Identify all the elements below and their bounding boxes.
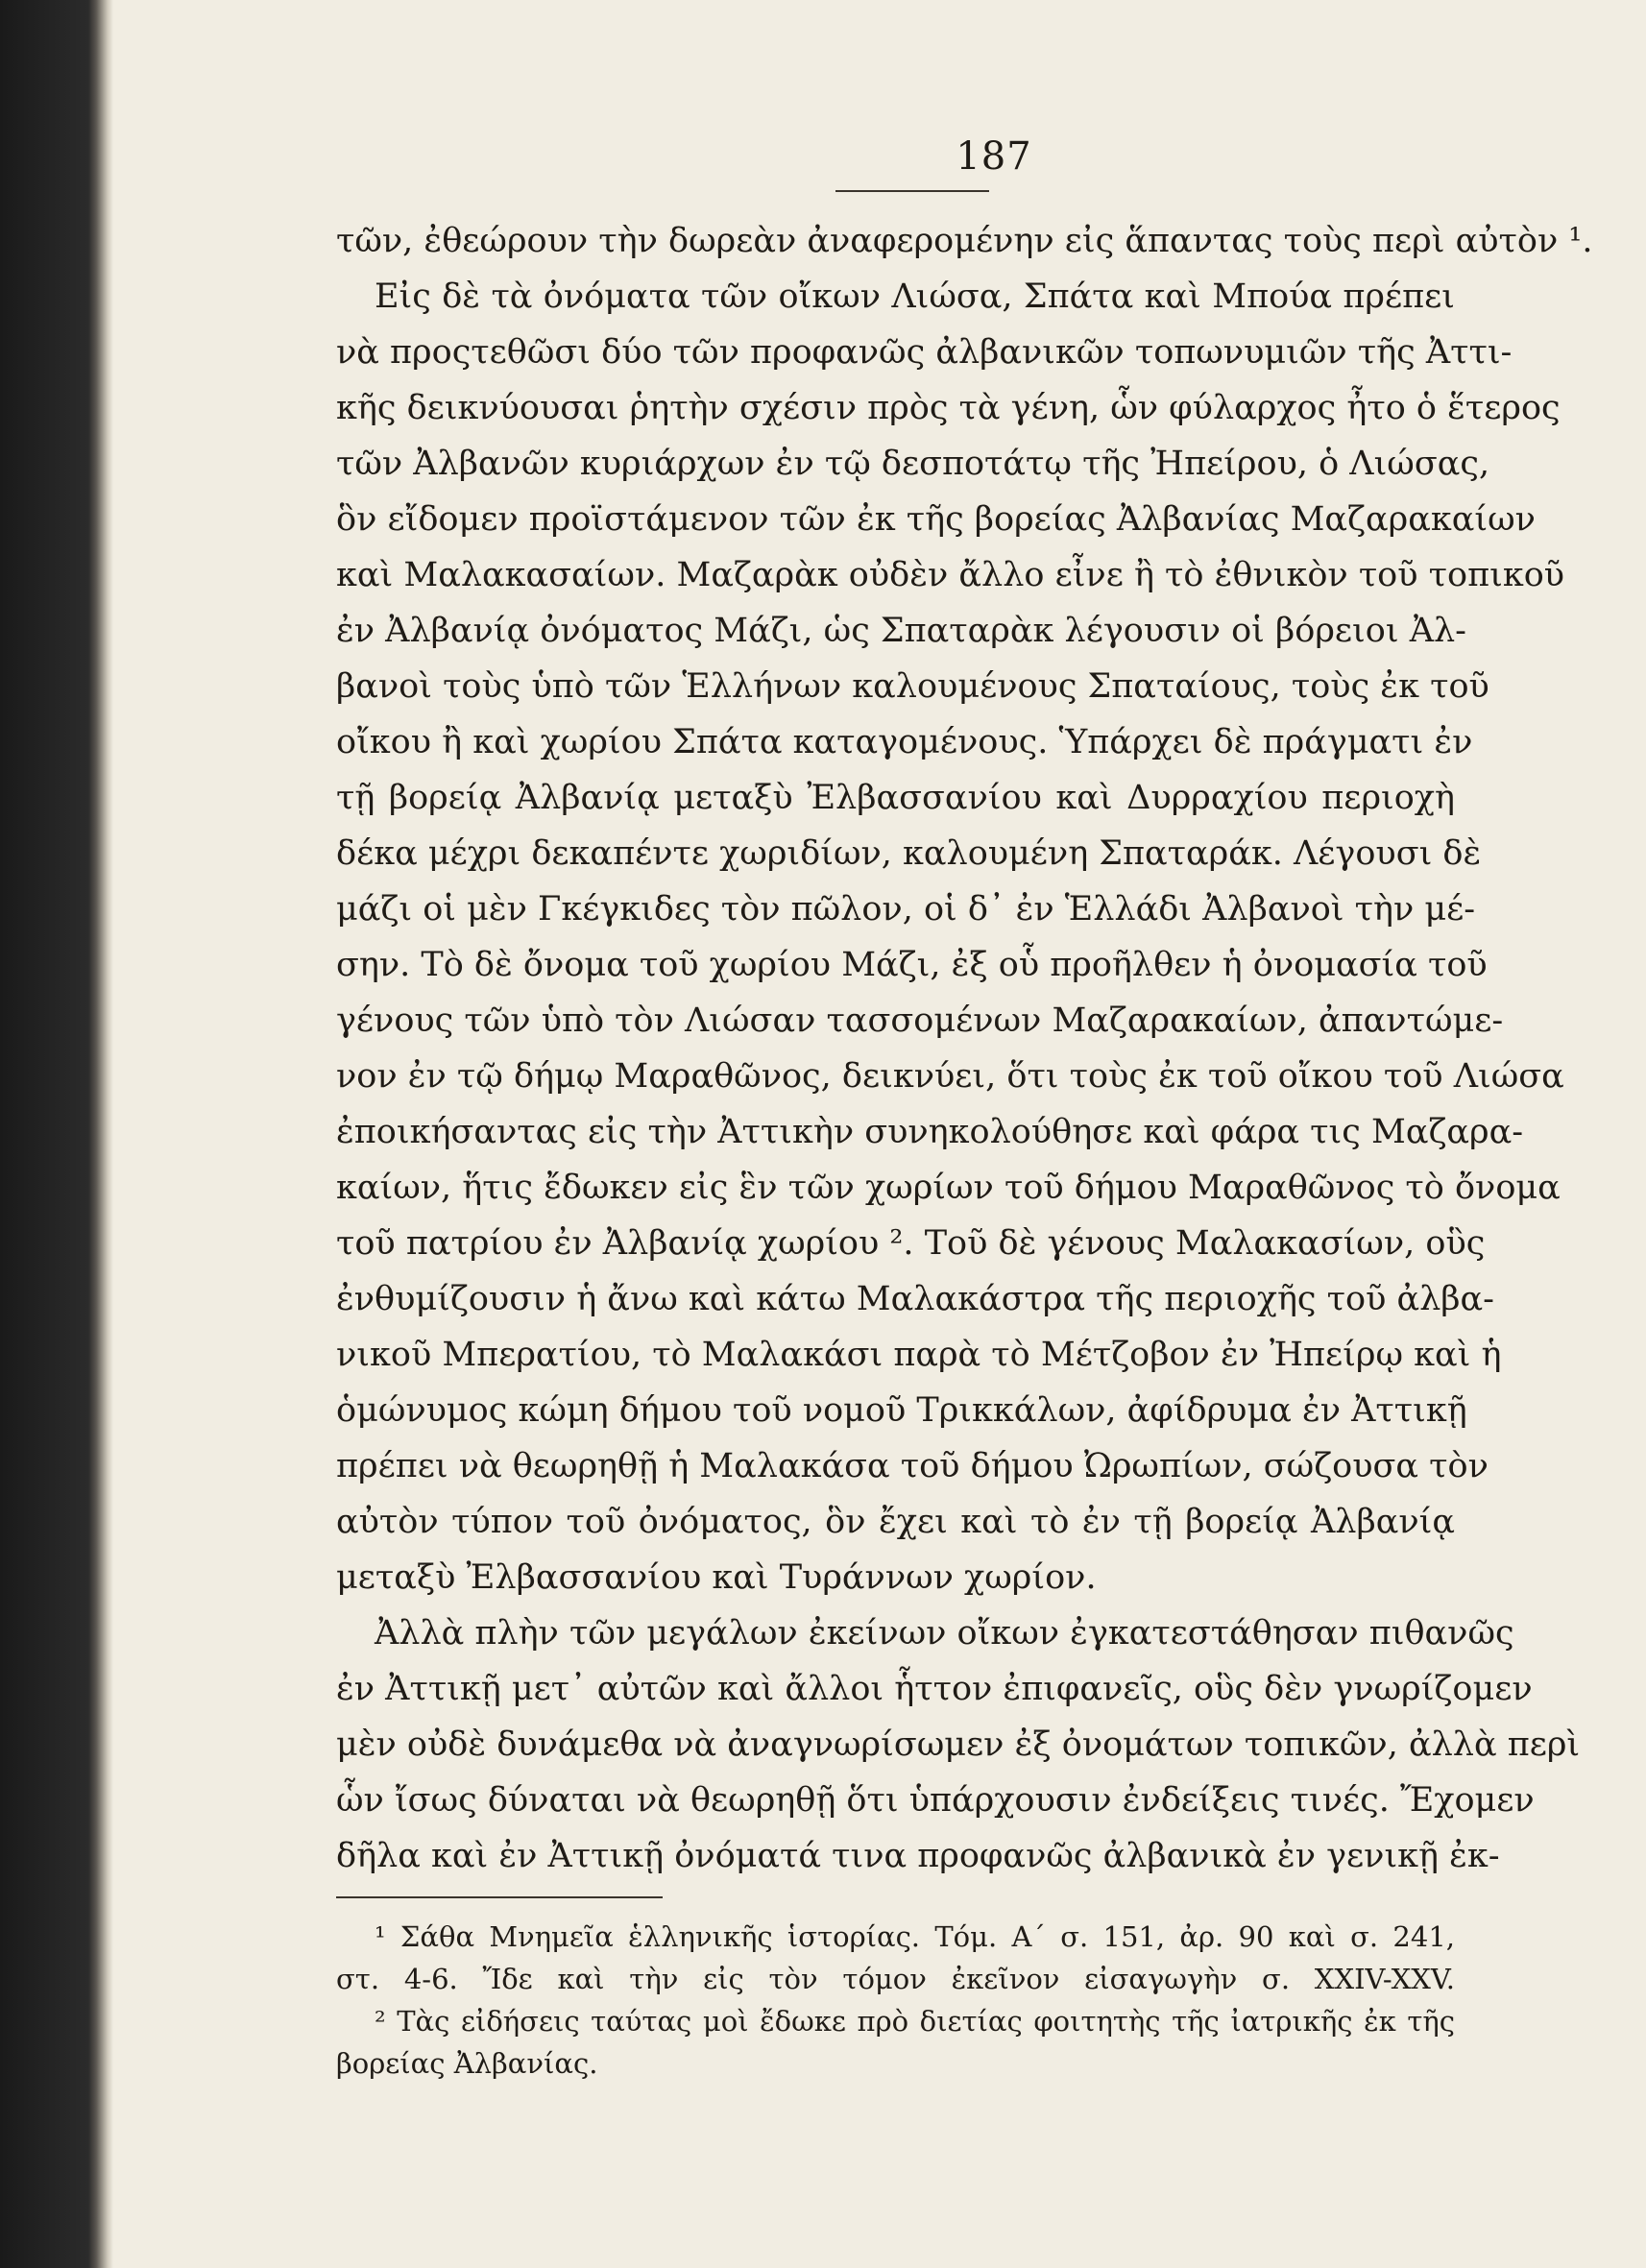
text-line: ἐποικήσαντας εἰς τὴν Ἀττικὴν συνηκολούθησε καὶ φάρα τις Μαζαρα- (336, 1113, 1524, 1151)
text-line: νον ἐν τῷ δήμῳ Μαραθῶνος, δεικνύει, ὅτι τοὺς ἐκ τοῦ οἴκου τοῦ Λιώσα (336, 1057, 1564, 1096)
footnote-line: στ. 4-6. Ἴδε καὶ τὴν εἰς τὸν τόμον ἐκεῖνον εἰσαγωγὴν σ. XXIV-XXV. (336, 1963, 1455, 1995)
text-line: μὲν οὐδὲ δυνάμεθα νὰ ἀναγνωρίσωμεν ἐξ ὀνομάτων τοπικῶν, ἀλλὰ περὶ (336, 1725, 1581, 1764)
text-line: οἴκου ἢ καὶ χωρίου Σπάτα καταγομένους. Ὑπάρχει δὲ πράγματι ἐν (336, 723, 1473, 761)
text-line: καίων, ἥτις ἔδωκεν εἰς ἓν τῶν χωρίων τοῦ δήμου Μαραθῶνος τὸ ὄνομα (336, 1169, 1561, 1207)
text-line: τῶν Ἀλβανῶν κυριάρχων ἐν τῷ δεσποτάτῳ τῆς Ἠπείρου, ὁ Λιώσας, (336, 445, 1490, 483)
body-text (336, 213, 1593, 1884)
text-line: πρέπει νὰ θεωρηθῇ ἡ Μαλακάσα τοῦ δήμου Ὠρωπίων, σώζουσα τὸν (336, 1447, 1489, 1485)
text-line: σην. Τὸ δὲ ὄνομα τοῦ χωρίου Μάζι, ἐξ οὗ προῆλθεν ἡ ὀνομασία τοῦ (336, 946, 1488, 984)
text-line: μάζι οἱ μὲν Γκέγκιδες τὸν πῶλον, οἱ δ᾽ ἐν Ἑλλάδι Ἀλβανοὶ τὴν μέ- (336, 890, 1476, 929)
text-line: μεταξὺ Ἐλβασσανίου καὶ Τυράννων χωρίον. (336, 1558, 1097, 1597)
text-line: ὧν ἴσως δύναται νὰ θεωρηθῇ ὅτι ὑπάρχουσιν ἐνδείξεις τινές. Ἔχομεν (336, 1781, 1535, 1820)
footnotes (336, 1916, 1455, 2085)
text-line: αὐτὸν τύπον τοῦ ὀνόματος, ὃν ἔχει καὶ τὸ ἐν τῇ βορείᾳ Ἀλβανίᾳ (336, 1503, 1455, 1541)
text-line: γένους τῶν ὑπὸ τὸν Λιώσαν τασσομένων Μαζαρακαίων, ἀπαντώμε- (336, 1001, 1504, 1040)
text-line: δέκα μέχρι δεκαπέντε χωριδίων, καλουμένη Σπαταράκ. Λέγουσι δὲ (336, 834, 1482, 873)
text-line: καὶ Μαλακασαίων. Μαζαρὰκ οὐδὲν ἄλλο εἶνε ἢ τὸ ἐθνικὸν τοῦ τοπικοῦ (336, 556, 1565, 594)
text-line: ὃν εἴδομεν προϊστάμενον τῶν ἐκ τῆς βορείας Ἀλβανίας Μαζαρακαίων (336, 500, 1536, 539)
header-rule (835, 190, 989, 192)
footnote-line: βορείας Ἀλβανίας. (336, 2047, 598, 2080)
book-page (317, 0, 1593, 2268)
text-line: νὰ προςτεθῶσι δύο τῶν προφανῶς ἀλβανικῶν τοπωνυμιῶν τῆς Ἀττι- (336, 333, 1513, 372)
text-line: ἐνθυμίζουσιν ἡ ἄνω καὶ κάτω Μαλακάστρα τῆς περιοχῆς τοῦ ἀλβα- (336, 1280, 1494, 1318)
text-line: τῇ βορείᾳ Ἀλβανίᾳ μεταξὺ Ἐλβασσανίου καὶ Δυρραχίου περιοχὴ (336, 779, 1455, 817)
page-number: 187 (956, 134, 1032, 179)
text-line: κῆς δεικνύουσαι ῥητὴν σχέσιν πρὸς τὰ γένη, ὧν φύλαρχος ἦτο ὁ ἕτερος (336, 389, 1561, 427)
text-line: βανοὶ τοὺς ὑπὸ τῶν Ἑλλήνων καλουμένους Σπαταίους, τοὺς ἐκ τοῦ (336, 667, 1489, 706)
text-line: ὁμώνυμος κώμη δήμου τοῦ νομοῦ Τρικκάλων, ἀφίδρυμα ἐν Ἀττικῇ (336, 1391, 1467, 1430)
footnote-rule (336, 1896, 663, 1898)
text-line: τῶν, ἐθεώρουν τὴν δωρεὰν ἀναφερομένην εἰς ἅπαντας τοὺς περὶ αὐτὸν ¹. (336, 222, 1593, 260)
text-line: Εἰς δὲ τὰ ὀνόματα τῶν οἴκων Λιώσα, Σπάτα καὶ Μπούα πρέπει (375, 277, 1455, 316)
text-line: τοῦ πατρίου ἐν Ἀλβανίᾳ χωρίου ². Τοῦ δὲ γένους Μαλακασίων, οὓς (336, 1224, 1486, 1263)
book-binding-edge (0, 0, 113, 2268)
text-line: νικοῦ Μπερατίου, τὸ Μαλακάσι παρὰ τὸ Μέτζοβον ἐν Ἠπείρῳ καὶ ἡ (336, 1336, 1502, 1374)
text-line: δῆλα καὶ ἐν Ἀττικῇ ὀνόματά τινα προφανῶς ἀλβανικὰ ἐν γενικῇ ἐκ- (336, 1837, 1500, 1875)
footnote-line: ¹ Σάθα Μνημεῖα ἑλληνικῆς ἱστορίας. Τόμ. Α΄ σ. 151, ἀρ. 90 καὶ σ. 241, (375, 1920, 1455, 1953)
text-line: ἐν Ἀλβανίᾳ ὀνόματος Μάζι, ὡς Σπαταρὰκ λέγουσιν οἱ βόρειοι Ἀλ- (336, 612, 1466, 650)
text-line: ἐν Ἀττικῇ μετ᾽ αὐτῶν καὶ ἄλλοι ἧττον ἐπιφανεῖς, οὓς δὲν γνωρίζομεν (336, 1670, 1533, 1708)
footnote-line: ² Τὰς εἰδήσεις ταύτας μοὶ ἔδωκε πρὸ διετίας φοιτητὴς τῆς ἰατρικῆς ἐκ τῆς (375, 2005, 1455, 2038)
text-line: Ἀλλὰ πλὴν τῶν μεγάλων ἐκείνων οἴκων ἐγκατεστάθησαν πιθανῶς (375, 1614, 1514, 1653)
